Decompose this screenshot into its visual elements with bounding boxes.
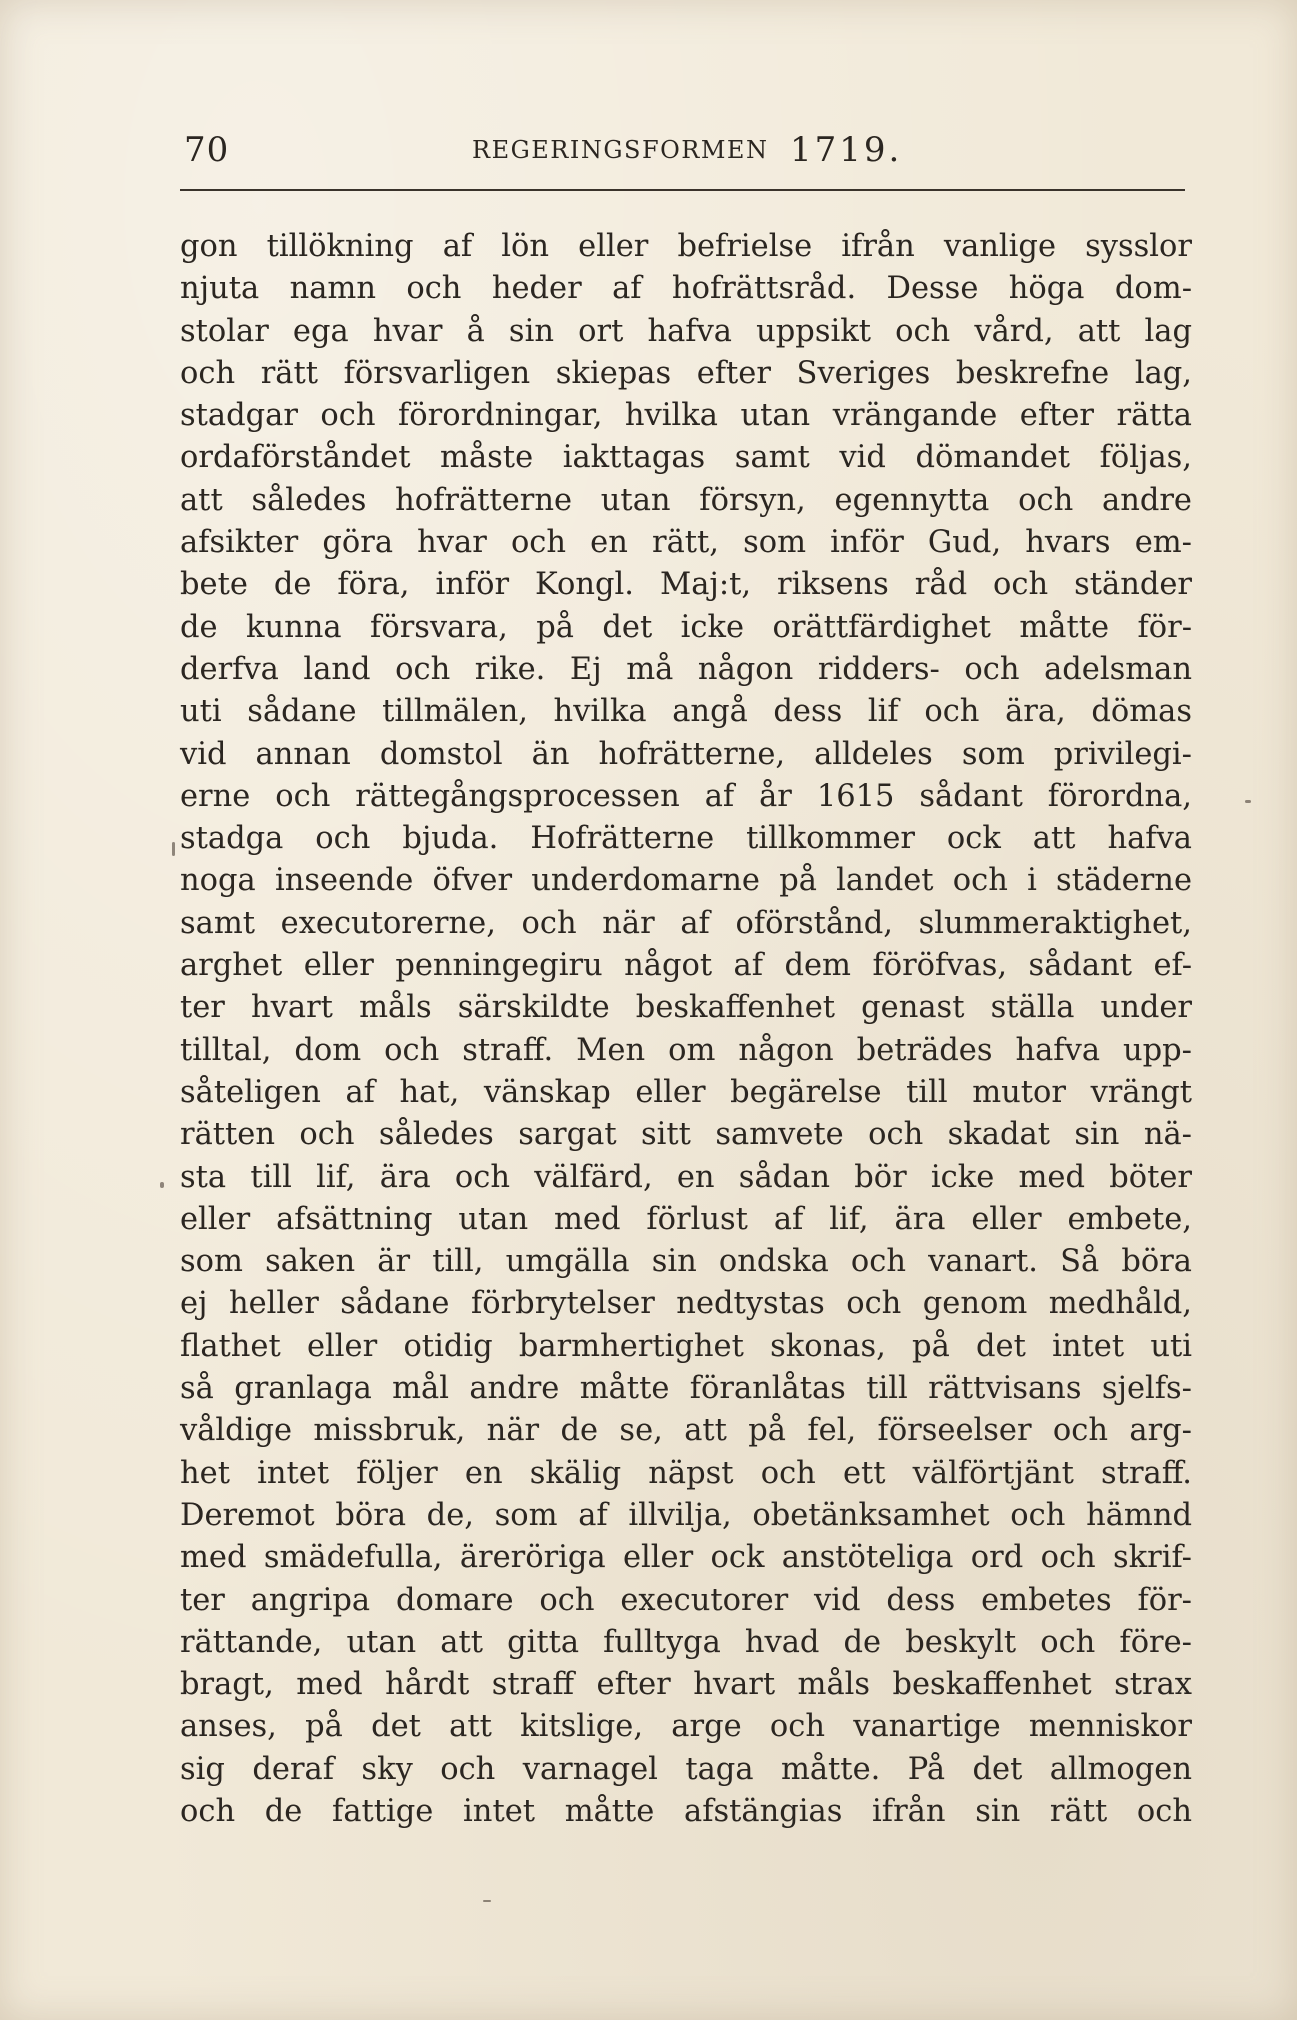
running-title: REGERINGSFORMEN — [472, 136, 769, 164]
page-number: 70 — [184, 130, 230, 170]
text-line: vid annan domstol än hofrätterne, alldeles som privilegi- — [180, 736, 1192, 772]
text-line: stadgar och förordningar, hvilka utan vrängande efter rätta — [180, 398, 1192, 434]
text-line: tilltal, dom och straff. Men om någon beträdes hafva upp- — [180, 1032, 1192, 1068]
ink-speck — [172, 842, 175, 856]
text-line: att således hofrätterne utan försyn, egennytta och andre — [180, 482, 1192, 518]
text-line: stadga och bjuda. Hofrätterne tillkommer ock att hafva — [180, 821, 1192, 857]
header-rule — [180, 189, 1185, 191]
text-line: sig deraf sky och varnagel taga måtte. På det allmogen — [180, 1751, 1192, 1787]
text-line: het intet följer en skälig näpst och ett välförtjänt straff. — [180, 1455, 1192, 1491]
text-line: anses, på det att kitslige, arge och vanartige menniskor — [180, 1709, 1192, 1745]
text-line: och rätt försvarligen skiepas efter Sveriges beskrefne lag, — [180, 355, 1192, 391]
text-line: ej heller sådane förbrytelser nedtystas och genom medhåld, — [180, 1286, 1192, 1322]
text-line: uti sådane tillmälen, hvilka angå dess lif och ära, dömas — [180, 694, 1192, 730]
text-line: bete de föra, inför Kongl. Maj:t, riksens råd och ständer — [180, 567, 1192, 603]
text-line: eller afsättning utan med förlust af lif, ära eller embete, — [180, 1201, 1192, 1237]
text-line: derfva land och rike. Ej må någon ridders- och adelsman — [180, 651, 1192, 687]
text-line: ordaförståndet måste iakttagas samt vid dömandet följas, — [180, 440, 1192, 476]
text-line: flathet eller otidig barmhertighet skonas, på det intet uti — [180, 1328, 1192, 1364]
text-line: Deremot böra de, som af illvilja, obetänksamhet och hämnd — [180, 1497, 1192, 1533]
ink-speck — [483, 1900, 491, 1902]
text-line: och de fattige intet måtte afstängias ifrån sin rätt och — [180, 1793, 1192, 1829]
text-line: sta till lif, ära och välfärd, en sådan bör icke med böter — [180, 1159, 1192, 1195]
text-line: rätten och således sargat sitt samvete och skadat sin nä- — [180, 1117, 1192, 1153]
ink-speck — [1245, 800, 1251, 803]
running-header — [180, 130, 1185, 182]
text-line: de kunna försvara, på det icke orättfärdighet måtte för- — [180, 609, 1192, 645]
text-line: som saken är till, umgälla sin ondska och vanart. Så böra — [180, 1244, 1192, 1280]
text-line: bragt, med hårdt straff efter hvart måls beskaffenhet strax — [180, 1667, 1192, 1703]
text-line: rättande, utan att gitta fulltyga hvad de beskylt och före- — [180, 1624, 1192, 1660]
text-line: ter angripa domare och executorer vid dess embetes för- — [180, 1582, 1192, 1618]
text-line: med smädefulla, ärerörigа eller ock anstöteliga ord och skrif- — [180, 1540, 1192, 1576]
text-line: såteligen af hat, vänskap eller begärelse till mutor vrängt — [180, 1074, 1192, 1110]
text-line: våldige missbruk, när de se, att på fel, förseelser och arg- — [180, 1413, 1192, 1449]
text-line: njuta namn och heder af hofrättsråd. Desse höga dom- — [180, 271, 1192, 307]
text-line: erne och rättegångsprocessen af år 1615 sådant förordna, — [180, 778, 1192, 814]
ink-speck — [160, 1182, 164, 1188]
text-line: arghet eller penningegiru något af dem föröfvas, sådant ef- — [180, 948, 1192, 984]
text-line: stolar ega hvar å sin ort hafva uppsikt och vård, att lag — [180, 313, 1192, 349]
text-line: så granlaga mål andre måtte föranlåtas till rättvisans sjelfs- — [180, 1371, 1192, 1407]
text-line: gon tillökning af lön eller befrielse ifrån vanlige sysslor — [180, 229, 1192, 264]
running-year: 1719. — [790, 130, 903, 170]
text-line: samt executorerne, och när af oförstånd, slummeraktighet, — [180, 905, 1192, 941]
text-line: ter hvart måls särskildte beskaffenhet genast ställa under — [180, 990, 1192, 1026]
body-text — [180, 226, 1192, 1833]
text-line: noga inseende öfver underdomarne på landet och i städerne — [180, 863, 1192, 899]
text-line: afsikter göra hvar och en rätt, som inför Gud, hvars em- — [180, 525, 1192, 561]
